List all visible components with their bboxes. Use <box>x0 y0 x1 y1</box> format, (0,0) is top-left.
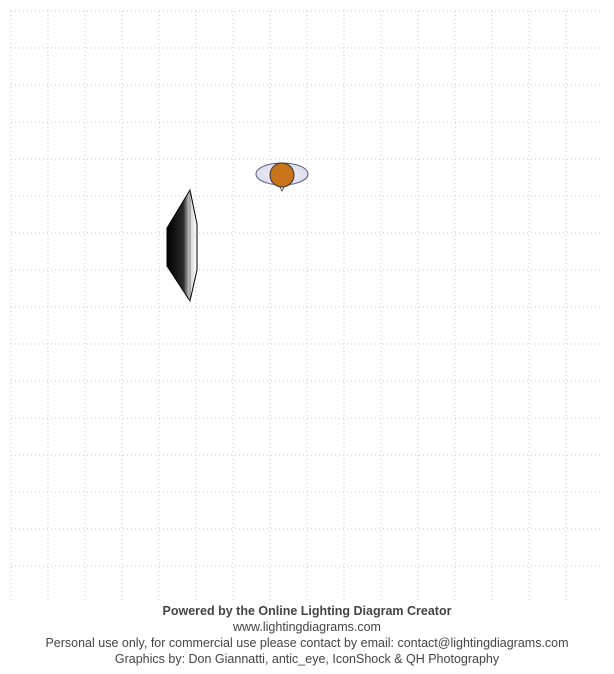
background-grid <box>11 11 602 602</box>
strip-softbox-icon[interactable] <box>167 190 197 301</box>
person-top-view-icon[interactable] <box>256 163 308 191</box>
powered-by-text: Powered by the Online Lighting Diagram Creator <box>162 604 452 618</box>
website-text: www.lightingdiagrams.com <box>233 620 381 634</box>
license-text: Personal use only, for commercial use please contact by email: contact@lightingdiagrams.com <box>45 636 569 650</box>
credits-footer <box>0 603 614 667</box>
graphics-credit-text: Graphics by: Don Giannatti, antic_eye, IconShock & QH Photography <box>114 652 500 666</box>
